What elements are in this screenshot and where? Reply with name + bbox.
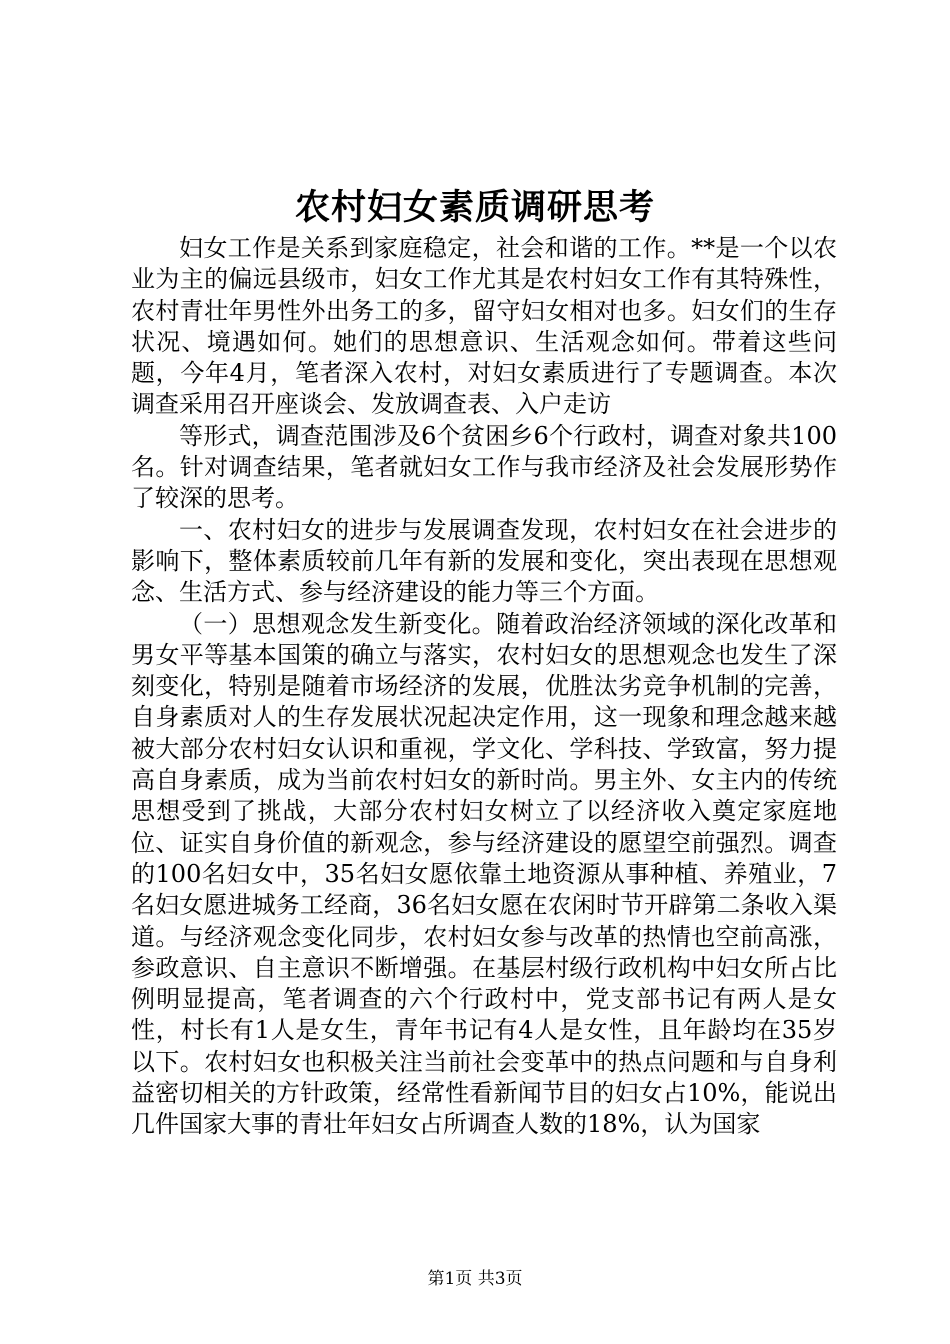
paragraph-2: 等形式，调查范围涉及6个贫困乡6个行政村，调查对象共100名。针对调查结果，笔者就妇女工作与我市经济及社会发展形势作了较深的思考。 <box>131 421 837 513</box>
paragraph-4: （一）思想观念发生新变化。随着政治经济领域的深化改革和男女平等基本国策的确立与落实，农村妇女的思想观念也发生了深刻变化，特别是随着市场经济的发展，优胜汰劣竞争机制的完善，自身素质对人的生存发展状况起决定作用，这一现象和理念越来越被大部分农村妇女认识和重视，学文化、学科技、学致富，努力提高自身素质，成为当前农村妇女的新时尚。男主外、女主内的传统思想受到了挑战，大部分农村妇女树立了以经济收入奠定家庭地位、证实自身价值的新观念，参与经济建设的愿望空前强烈。调查的100名妇女中，35名妇女愿依靠土地资源从事种植、养殖业，7名妇女愿进城务工经商，36名妇女愿在农闲时节开辟第二条收入渠道。与经济观念变化同步，农村妇女参与改革的热情也空前高涨，参政意识、自主意识不断增强。在基层村级行政机构中妇女所占比例明显提高，笔者调查的六个行政村中，党支部书记有两人是女性，村长有1人是女生，青年书记有4人是女性，且年龄均在35岁以下。农村妇女也积极关注当前社会变革中的热点问题和与自身利益密切相关的方针政策，经常性看新闻节目的妇女占10%，能说出几件国家大事的青壮年妇女占所调查人数的18%，认为国家 <box>131 609 837 1139</box>
paragraph-1: 妇女工作是关系到家庭稳定，社会和谐的工作。**是一个以农业为主的偏远县级市，妇女工作尤其是农村妇女工作有其特殊性，农村青壮年男性外出务工的多，留守妇女相对也多。妇女们的生存状况、境遇如何。她们的思想意识、生活观念如何。带着这些问题，今年4月，笔者深入农村，对妇女素质进行了专题调查。本次调查采用召开座谈会、发放调查表、入户走访 <box>131 234 837 419</box>
document-body <box>131 233 837 1141</box>
page-footer: 第1页 共3页 <box>427 1269 523 1289</box>
paragraph-3: 一、农村妇女的进步与发展调查发现，农村妇女在社会进步的影响下，整体素质较前几年有新的发展和变化，突出表现在思想观念、生活方式、参与经济建设的能力等三个方面。 <box>131 515 837 607</box>
document-title: 农村妇女素质调研思考 <box>294 187 655 228</box>
